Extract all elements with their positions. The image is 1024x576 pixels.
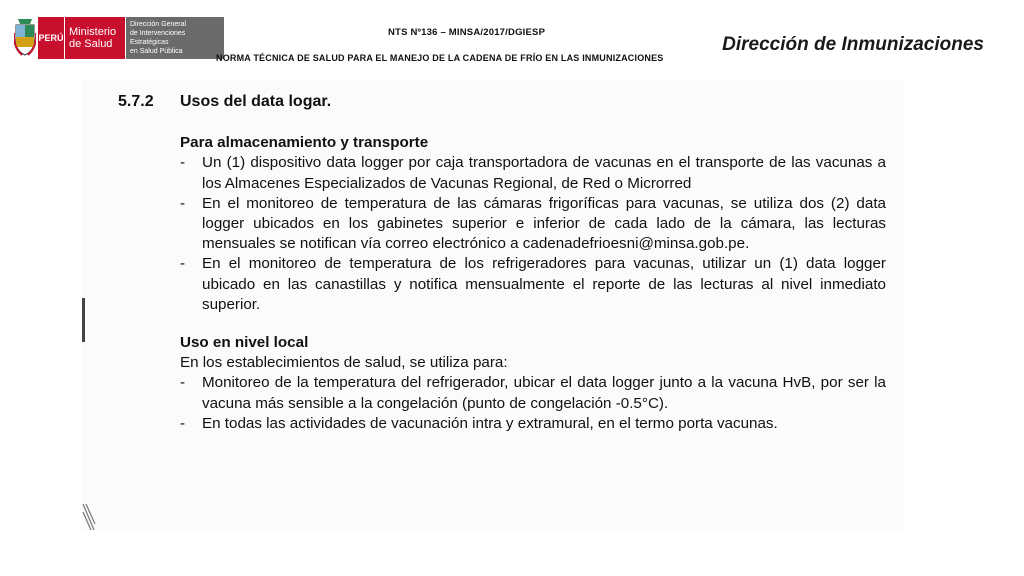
bullet-marker: - xyxy=(180,154,186,172)
ministerio-line-2: de Salud xyxy=(69,38,113,50)
norm-code: NTS Nº136 – MINSA/2017/DGIESP xyxy=(388,27,546,38)
ministerio-label xyxy=(64,17,125,59)
bullet-marker: - xyxy=(180,194,186,212)
list-item xyxy=(180,194,886,255)
list-item-text: Un (1) dispositivo data logger por caja transportadora de vacunas en el transporte de las vacunas a los Almacenes Especializados de Vacunas Regional, de Red o Microrred xyxy=(202,154,886,192)
list-item xyxy=(180,373,886,413)
document-content xyxy=(118,92,886,434)
scanned-page xyxy=(82,80,904,532)
bullet-marker: - xyxy=(180,414,186,432)
section-title: Usos del data logar. xyxy=(180,93,332,110)
list-item-text: En el monitoreo de temperatura de los refrigeradores para vacunas, utilizar un (1) data logger ubicado en las canastillas y notifica mensualmente el reporte de las lecturas al nivel inmediato superior. xyxy=(202,255,886,313)
storage-heading: Para almacenamiento y transporte xyxy=(180,134,429,152)
dg-line-2: de Intervenciones Estratégicas xyxy=(130,30,186,46)
list-item xyxy=(180,414,886,434)
ministerio-line-1: Ministerio xyxy=(69,26,117,38)
list-item xyxy=(180,153,886,193)
direccion-inmunizaciones-title: Dirección de Inmunizaciones xyxy=(722,34,984,55)
scan-corner-mark xyxy=(82,502,96,532)
direccion-general-label xyxy=(125,17,224,59)
local-heading: Uso en nivel local xyxy=(180,334,309,352)
minsa-logo xyxy=(14,17,224,59)
scan-edge-mark xyxy=(82,298,85,342)
list-item-text: En el monitoreo de temperatura de las cámaras frigoríficas para vacunas, se utiliza dos (2) data logger ubicados en los gabinetes superior e inferior de cada lado de la cámara, las lecturas mensuales se notifican vía correo electrónico a cadenadefrioesni@minsa.gob.pe. xyxy=(202,194,886,253)
dg-line-3: en Salud Pública xyxy=(130,48,183,55)
bullet-marker: - xyxy=(180,255,186,273)
list-item xyxy=(180,254,886,315)
list-item-text: Monitoreo de la temperatura del refrigerador, ubicar el data logger junto a la vacuna HvB, por ser la vacuna más sensible a la congelación (punto de congelación -0.5°C). xyxy=(202,374,886,412)
section-number: 5.7.2 xyxy=(118,93,154,110)
local-intro: En los establecimientos de salud, se utiliza para: xyxy=(180,354,508,372)
norm-title: NORMA TÉCNICA DE SALUD PARA EL MANEJO DE LA CADENA DE FRÍO EN LAS INMUNIZACIONES xyxy=(216,53,664,63)
peru-label: PERÚ xyxy=(38,17,64,59)
peru-coat-of-arms-icon xyxy=(14,17,36,57)
section-heading xyxy=(118,92,886,112)
document-header xyxy=(0,0,1024,78)
dg-line-1: Dirección General xyxy=(130,21,187,28)
bullet-marker: - xyxy=(180,374,186,392)
list-item-text: En todas las actividades de vacunación intra y extramural, en el termo porta vacunas. xyxy=(202,414,778,432)
